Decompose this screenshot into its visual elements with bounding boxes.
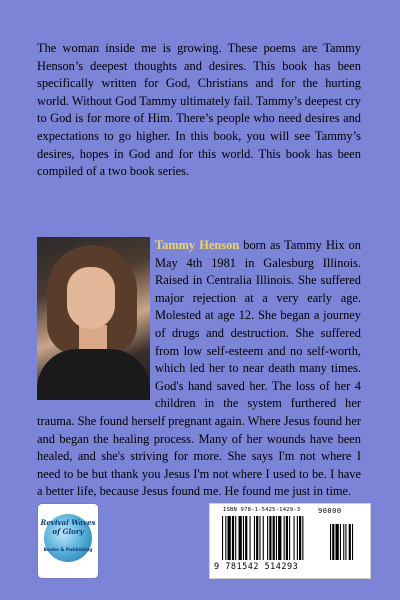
publisher-name: Revival Waves of Glory	[40, 518, 96, 536]
barcode-number: 9 781542 514293	[214, 562, 299, 572]
barcode-bar	[225, 516, 226, 560]
barcode-bar	[250, 516, 251, 560]
barcode-bar	[269, 516, 271, 560]
barcode-bar	[336, 524, 339, 560]
barcode-bar	[343, 524, 344, 560]
barcode-bar	[267, 516, 268, 560]
barcode-bar	[332, 524, 334, 560]
barcode-bar	[302, 516, 303, 560]
author-bio	[37, 237, 361, 501]
barcode-bar	[294, 516, 295, 560]
barcode-bar	[263, 516, 264, 560]
barcode-bar	[254, 516, 255, 560]
barcode-bar	[235, 516, 236, 560]
barcode-bar	[259, 516, 260, 560]
publisher-logo	[38, 504, 98, 578]
publisher-subtitle: Books & Publishing	[43, 548, 93, 553]
barcode-bar	[276, 516, 277, 560]
barcode-bar	[284, 516, 285, 560]
price-code: 90000	[318, 507, 342, 515]
blurb-text: The woman inside me is growing. These poems are Tammy Henson’s deepest thoughts and desires. This book has been specifically written for God, Christians and for the hurting world. Without God Tammy ultimately fail. Tammy’s deepest cry to God is for more of Him. There’s people who need desires and expectations to go higher. In this book, you will see Tammy’s desires, hopes in God and for this world. This book has been compiled of a two book series.	[37, 41, 361, 179]
barcode-bar	[286, 516, 288, 560]
barcode-bar	[345, 524, 346, 560]
author-bio-text: born as Tammy Hix on May 4th 1981 in Galesburg Illinois. Raised in Centralia Illinois. She suffered major rejection at a very early age. Molested at age 12. She began a journey of drugs and destruction. She suffered from low self-esteem and no self-worth, which led her to near death many times. God's hand saved her. The loss of her 4 children in the system furthered her trauma. She found herself pregnant again. Where Jesus found her and began the healing process. Many of her wounds have been healed, and she's striving for more. She says I'm not where I need to be but thank you Jesus I'm not where I used to be. I have a better life, because Jesus found me. He found me just in time.	[37, 238, 361, 499]
barcode-bar	[245, 516, 247, 560]
barcode-bar	[278, 516, 281, 560]
barcode-bar	[232, 516, 234, 560]
author-name: Tammy Henson	[155, 238, 240, 252]
isbn-label: ISBN 978-1-5425-1429-3	[223, 507, 301, 513]
barcode-bar	[299, 516, 301, 560]
barcode-bar	[222, 516, 223, 560]
photo-spacer	[37, 237, 155, 407]
barcode-bar	[349, 524, 351, 560]
barcode-bar	[228, 516, 231, 560]
barcode-bar	[256, 516, 258, 560]
barcode-bar	[330, 524, 331, 560]
barcode-bar	[352, 524, 353, 560]
barcode-box	[209, 503, 371, 579]
barcode-bar	[273, 516, 275, 560]
barcode-bar	[239, 516, 242, 560]
barcode-bar	[289, 516, 290, 560]
barcode-bar	[243, 516, 244, 560]
barcode-bars	[222, 516, 358, 562]
barcode-bar	[340, 524, 341, 560]
barcode-bar	[297, 516, 298, 560]
